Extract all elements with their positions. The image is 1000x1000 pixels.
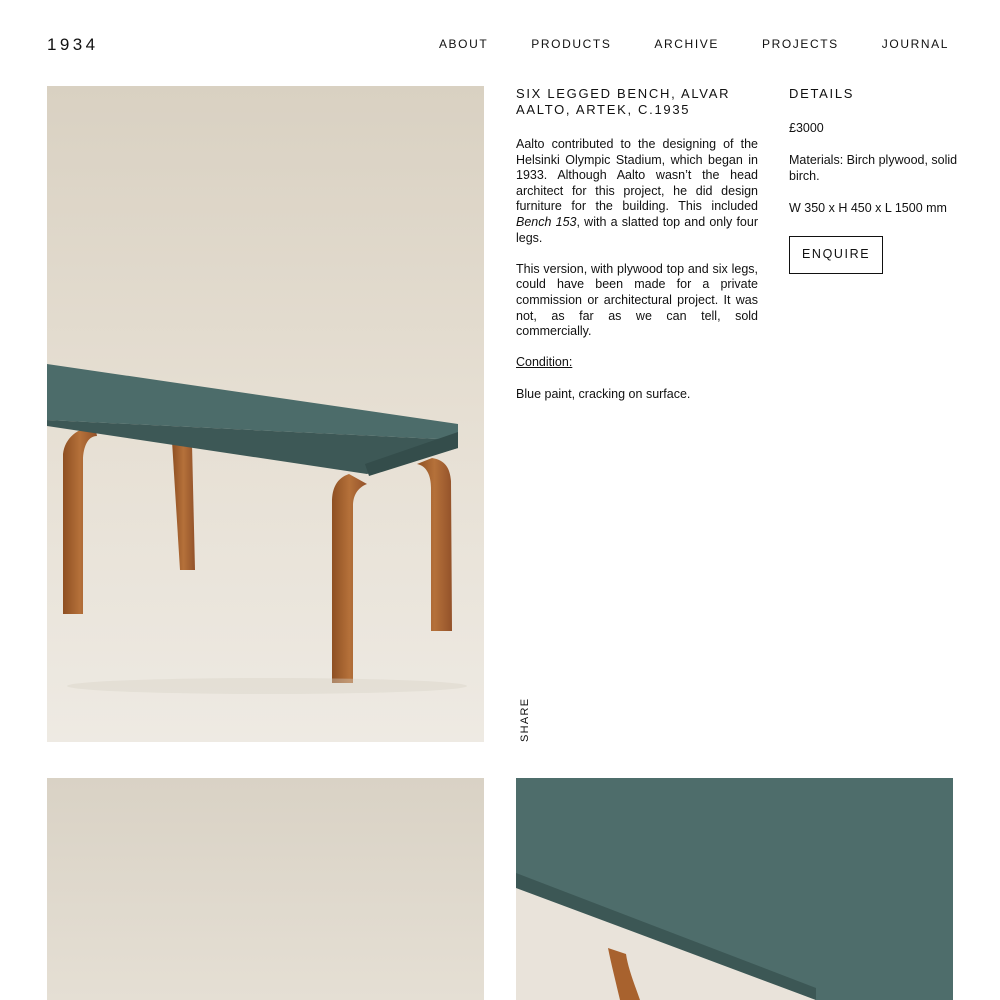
nav-item-projects[interactable]: PROJECTS bbox=[761, 37, 839, 51]
nav-item-products[interactable]: PRODUCTS bbox=[531, 37, 612, 51]
description-1-italic: Bench 153 bbox=[516, 214, 577, 229]
condition-label: Condition: bbox=[516, 355, 573, 370]
details-heading: DETAILS bbox=[789, 86, 855, 101]
product-hero-image[interactable] bbox=[47, 86, 484, 742]
price: £3000 bbox=[789, 120, 824, 135]
bench-photo-backdrop bbox=[47, 778, 484, 1000]
share-link[interactable]: SHARE bbox=[519, 697, 531, 742]
dimensions: W 350 x H 450 x L 1500 mm bbox=[789, 201, 947, 216]
condition-text: Blue paint, cracking on surface. bbox=[516, 386, 691, 401]
nav-item-journal[interactable]: JOURNAL bbox=[881, 37, 949, 51]
bench-photo-main bbox=[47, 86, 484, 742]
product-image-2[interactable] bbox=[47, 778, 484, 1000]
enquire-button[interactable]: ENQUIRE bbox=[789, 236, 883, 274]
product-details bbox=[789, 86, 959, 274]
nav-item-archive[interactable]: ARCHIVE bbox=[654, 37, 719, 51]
description-paragraph-2: This version, with plywood top and six legs, could have been made for a private commission or architectural project. It was not, as far as we can tell, sold commercially. bbox=[516, 261, 758, 339]
product-image-3[interactable] bbox=[516, 778, 953, 1000]
nav-item-about[interactable]: ABOUT bbox=[438, 37, 489, 51]
main-nav bbox=[396, 37, 949, 51]
product-description bbox=[516, 86, 758, 418]
bench-photo-closeup bbox=[516, 778, 953, 1000]
description-1-text-end: , with a slatted top and only four legs. bbox=[516, 214, 758, 245]
description-paragraph-1 bbox=[516, 137, 758, 246]
materials: Materials: Birch plywood, solid birch. bbox=[789, 153, 958, 183]
site-logo[interactable]: 1934 bbox=[47, 35, 99, 54]
product-title: SIX LEGGED BENCH, ALVAR AALTO, ARTEK, C.1935 bbox=[516, 86, 731, 117]
description-1-text: Aalto contributed to the designing of the Helsinki Olympic Stadium, which began in 1933. Although Aalto wasn’t the head architect for this project, he did design furniture for the building. This included bbox=[516, 137, 758, 214]
